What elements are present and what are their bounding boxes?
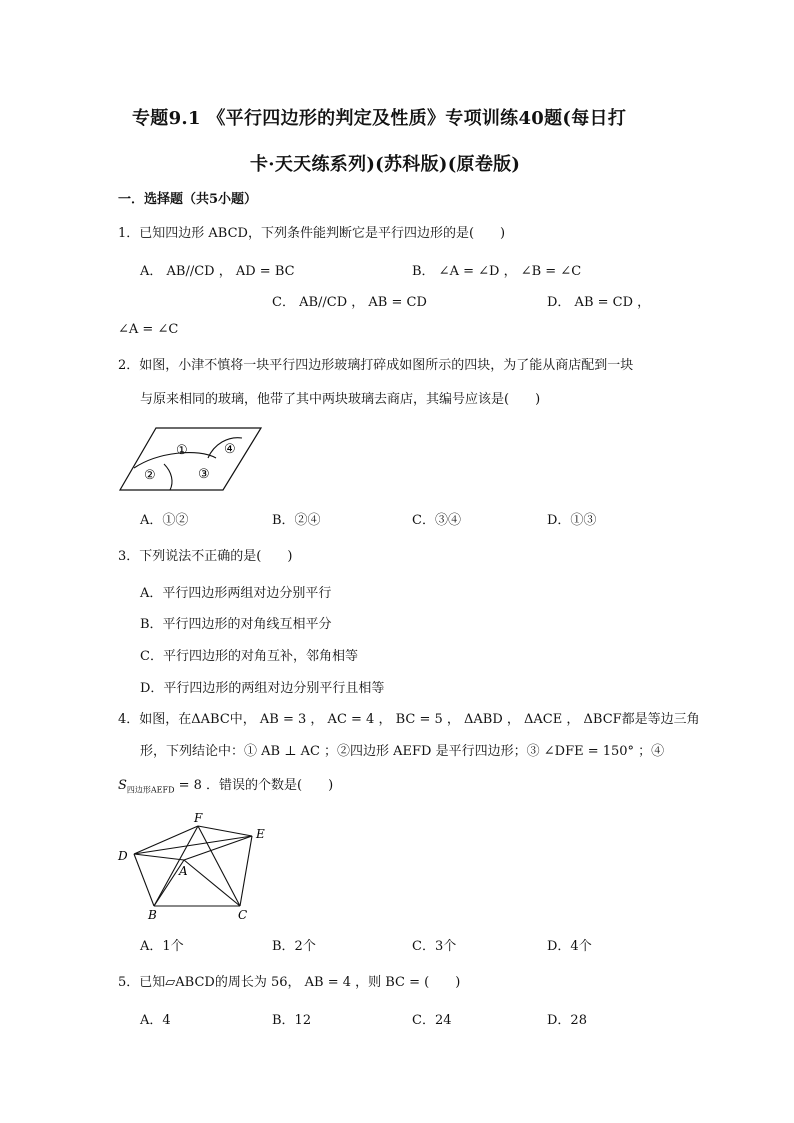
page-title-line1: 专题9.1 《平行四边形的判定及性质》专项训练40题(每日打 xyxy=(132,108,627,129)
q4-area-subscript: 四边形AEFD xyxy=(126,785,175,795)
q5-option-a: A．4 xyxy=(140,1013,171,1028)
q5-option-d: D．28 xyxy=(547,1013,587,1028)
q2-crack-lower xyxy=(164,464,172,490)
q3-option-a: A．平行四边形两组对边分别平行 xyxy=(140,586,332,601)
q3-option-b: B．平行四边形的对角线互相平分 xyxy=(140,617,332,632)
q1-option-d: D． AB = CD ， xyxy=(547,295,651,310)
q4-option-c: C．3个 xyxy=(412,939,457,954)
q4-label-A: A xyxy=(179,864,188,878)
q1-option-d-cont: ∠A = ∠C xyxy=(118,322,179,337)
q2-crack-left xyxy=(134,453,216,468)
q2-option-c: C．③④ xyxy=(412,513,461,528)
q1-option-a: A． AB//CD ， AD = BC xyxy=(140,264,295,279)
q4-label-C: C xyxy=(238,908,248,922)
q2-stem-line2: 与原来相同的玻璃，他带了其中两块玻璃去商店，其编号应该是( ) xyxy=(140,392,541,407)
q2-label-2: ② xyxy=(144,468,156,483)
q5-option-c: C．24 xyxy=(412,1013,452,1028)
q1-option-c: C． AB//CD ， AB = CD xyxy=(272,295,427,310)
q4-stem-line3 xyxy=(118,774,333,796)
q1-option-b: B． ∠A = ∠D ， ∠B = ∠C xyxy=(412,264,582,279)
q4-stem-line2: 形，下列结论中：① AB ⊥ AC ；②四边形 AEFD 是平行四边形；③ ∠DFE = 150° ；④ xyxy=(140,744,665,759)
q5-stem: 5．已知▱ABCD的周长为 56， AB = 4 ，则 BC = ( ) xyxy=(118,975,461,990)
q4-area-symbol: S xyxy=(118,778,127,793)
q4-label-B: B xyxy=(148,908,157,922)
q3-option-c: C．平行四边形的对角互补，邻角相等 xyxy=(140,649,358,664)
q2-broken-glass-figure xyxy=(118,424,264,492)
q4-option-b: B．2个 xyxy=(272,939,316,954)
q3-stem: 3．下列说法不正确的是( ) xyxy=(118,549,293,564)
q4-label-F: F xyxy=(194,811,203,825)
section-heading: 一．选择题（共5小题） xyxy=(118,192,258,207)
q4-label-E: E xyxy=(256,827,265,841)
q1-stem: 1．已知四边形 ABCD，下列条件能判断它是平行四边形的是( ) xyxy=(118,226,506,241)
q4-stem-line1: 4．如图，在ΔABC中， AB = 3 ， AC = 4 ， BC = 5 ， ΔABD ， ΔACE ， ΔBCF都是等边三角 xyxy=(118,712,700,727)
q2-option-d: D．①③ xyxy=(547,513,597,528)
q3-option-d: D．平行四边形的两组对边分别平行且相等 xyxy=(140,681,385,696)
q2-option-a: A．①② xyxy=(140,513,189,528)
q4-label-D: D xyxy=(118,849,128,863)
q2-stem-line1: 2．如图，小津不慎将一块平行四边形玻璃打碎成如图所示的四块，为了能从商店配到一块 xyxy=(118,358,634,373)
q2-option-b: B．②④ xyxy=(272,513,321,528)
page-title-line2: 卡·天天练系列)(苏科版)(原卷版) xyxy=(250,154,521,175)
q4-option-d: D．4个 xyxy=(547,939,592,954)
q2-label-1: ① xyxy=(176,443,188,458)
q4-stem-line3-rest: = 8 ．错误的个数是( ) xyxy=(174,778,334,793)
q5-option-b: B．12 xyxy=(272,1013,312,1028)
q2-label-4: ④ xyxy=(224,442,236,457)
q2-label-3: ③ xyxy=(198,467,210,482)
q4-option-a: A．1个 xyxy=(140,939,184,954)
q4-triangle-figure xyxy=(116,810,276,922)
